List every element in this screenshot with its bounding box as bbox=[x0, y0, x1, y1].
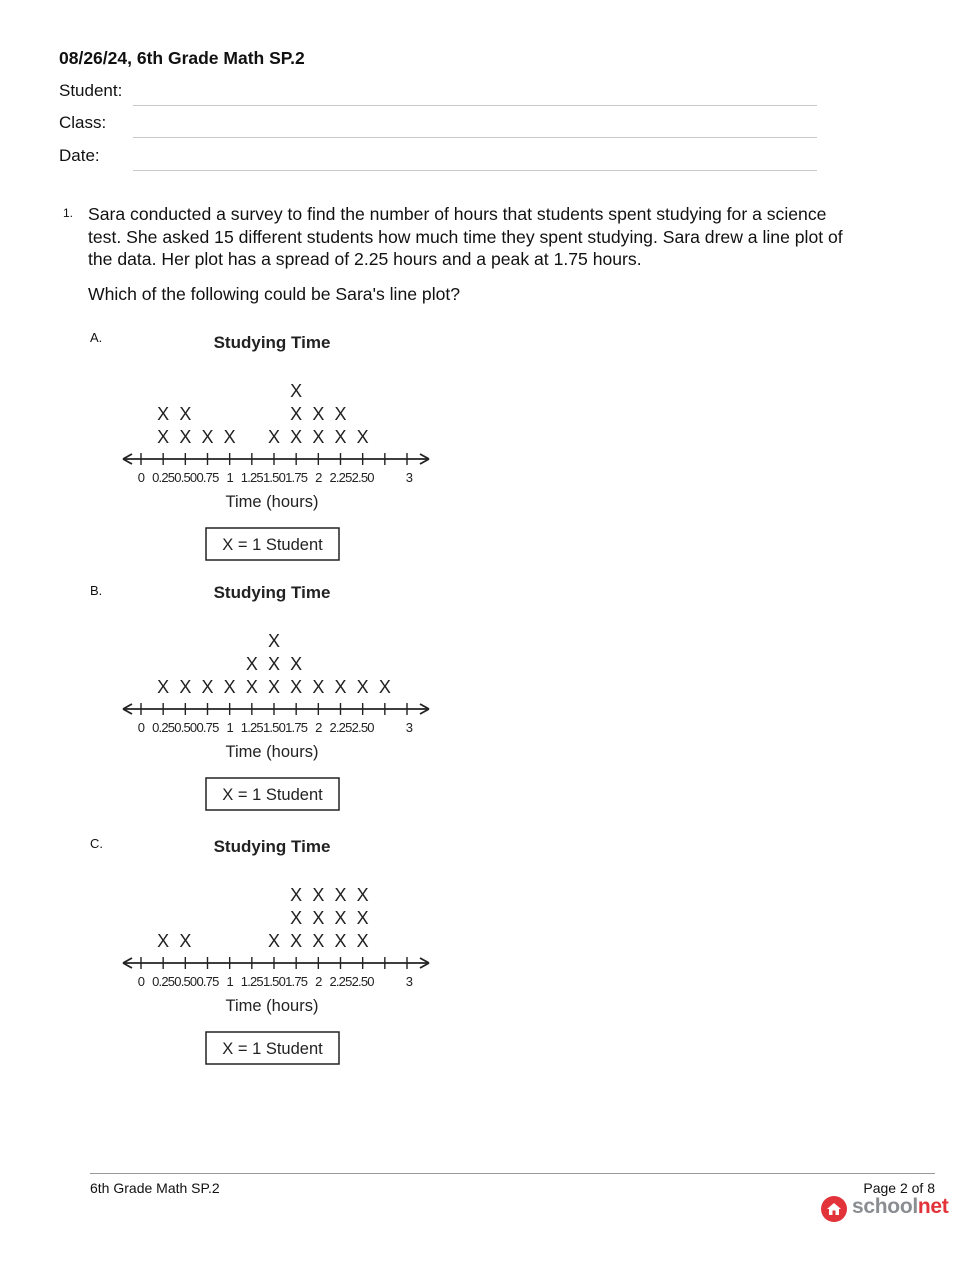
x-mark: X bbox=[290, 381, 303, 401]
tick-label: 0.25 bbox=[152, 470, 175, 485]
tick-label: 2 bbox=[315, 470, 322, 485]
tick-label: 0.50 bbox=[174, 974, 197, 989]
tick-label: 0.75 bbox=[196, 470, 219, 485]
tick-label: 0 bbox=[137, 720, 145, 735]
tick-label: 0.50 bbox=[174, 720, 197, 735]
tick-label: 2 bbox=[315, 720, 322, 735]
option-a-plot[interactable] bbox=[115, 325, 445, 565]
x-mark: X bbox=[312, 908, 325, 928]
x-mark: X bbox=[157, 677, 170, 697]
class-label: Class: bbox=[59, 113, 107, 132]
x-mark: X bbox=[245, 654, 258, 674]
x-mark: X bbox=[290, 404, 303, 424]
key-label: X = 1 Student bbox=[222, 536, 323, 554]
tick-label: 2 bbox=[315, 974, 322, 989]
tick-label: 2.25 bbox=[329, 720, 352, 735]
x-mark: X bbox=[334, 931, 347, 951]
x-mark: X bbox=[223, 427, 236, 447]
question-number: 1. bbox=[63, 206, 74, 220]
tick-label: 0 bbox=[137, 974, 145, 989]
x-mark: X bbox=[356, 908, 369, 928]
key-label: X = 1 Student bbox=[222, 1040, 323, 1058]
option-b-label[interactable]: B. bbox=[90, 583, 103, 598]
tick-label: 2.25 bbox=[329, 974, 352, 989]
x-mark: X bbox=[334, 885, 347, 905]
student-field[interactable] bbox=[133, 105, 817, 106]
x-mark: X bbox=[312, 677, 325, 697]
tick-label: 0.75 bbox=[196, 720, 219, 735]
x-mark: X bbox=[334, 427, 347, 447]
question-text: Sara conducted a survey to find the number of hours that students spent studying for a science test. She asked 15 different students how much time they spent studying. Sara drew a line plot of the data. Her plot has a spread of 2.25 hours and a peak at 1.75 hours. bbox=[88, 204, 843, 269]
x-mark: X bbox=[356, 931, 369, 951]
x-mark: X bbox=[378, 677, 391, 697]
tick-label: 0 bbox=[137, 470, 145, 485]
tick-label: 2.50 bbox=[351, 974, 374, 989]
tick-label: 3 bbox=[405, 974, 413, 989]
x-mark: X bbox=[157, 427, 170, 447]
x-mark: X bbox=[157, 404, 170, 424]
tick-label: 2.25 bbox=[329, 470, 352, 485]
page-title: 08/26/24, 6th Grade Math SP.2 bbox=[59, 48, 305, 68]
x-axis-label: Time (hours) bbox=[225, 997, 319, 1015]
x-mark: X bbox=[267, 427, 281, 447]
tick-label: 1.50 bbox=[262, 720, 286, 735]
x-mark: X bbox=[290, 654, 303, 674]
x-mark: X bbox=[267, 631, 281, 651]
x-mark: X bbox=[356, 427, 369, 447]
x-mark: X bbox=[290, 427, 303, 447]
tick-label: 1.75 bbox=[285, 974, 308, 989]
x-mark: X bbox=[267, 654, 281, 674]
date-label: Date: bbox=[59, 146, 100, 165]
x-mark: X bbox=[312, 404, 325, 424]
x-mark: X bbox=[201, 677, 214, 697]
tick-label: 1.25 bbox=[240, 974, 263, 989]
schoolnet-logo bbox=[820, 1195, 949, 1223]
x-mark: X bbox=[356, 677, 369, 697]
x-mark: X bbox=[179, 404, 192, 424]
question-prompt: Which of the following could be Sara's line plot? bbox=[88, 284, 461, 304]
option-c-plot[interactable] bbox=[115, 829, 445, 1069]
x-mark: X bbox=[290, 885, 303, 905]
x-mark: X bbox=[223, 677, 236, 697]
x-mark: X bbox=[334, 908, 347, 928]
footer-course: 6th Grade Math SP.2 bbox=[90, 1180, 220, 1196]
plot-title: Studying Time bbox=[213, 583, 331, 602]
tick-label: 0.75 bbox=[196, 974, 219, 989]
option-c-label[interactable]: C. bbox=[90, 836, 103, 851]
x-mark: X bbox=[312, 885, 325, 905]
option-a-label[interactable]: A. bbox=[90, 330, 103, 345]
x-mark: X bbox=[290, 677, 303, 697]
x-mark: X bbox=[179, 677, 192, 697]
x-mark: X bbox=[334, 404, 347, 424]
student-label: Student: bbox=[59, 81, 123, 100]
tick-label: 1.50 bbox=[262, 974, 286, 989]
x-mark: X bbox=[290, 931, 303, 951]
x-mark: X bbox=[356, 885, 369, 905]
tick-label: 1 bbox=[226, 720, 233, 735]
plot-title: Studying Time bbox=[213, 333, 331, 352]
tick-label: 3 bbox=[405, 720, 413, 735]
tick-label: 3 bbox=[405, 470, 413, 485]
date-field[interactable] bbox=[133, 170, 817, 171]
tick-label: 1 bbox=[226, 974, 233, 989]
tick-label: 1.25 bbox=[240, 470, 263, 485]
x-mark: X bbox=[179, 427, 192, 447]
class-field[interactable] bbox=[133, 137, 817, 138]
x-mark: X bbox=[245, 677, 258, 697]
tick-label: 0.25 bbox=[152, 974, 175, 989]
x-mark: X bbox=[334, 677, 347, 697]
x-mark: X bbox=[312, 931, 325, 951]
x-mark: X bbox=[267, 677, 281, 697]
tick-label: 1.75 bbox=[285, 470, 308, 485]
footer-page-number: Page 2 of 8 bbox=[863, 1180, 935, 1196]
schoolnet-wordmark: schoolnet bbox=[852, 1195, 949, 1218]
tick-label: 1 bbox=[226, 470, 233, 485]
option-b-plot[interactable] bbox=[115, 575, 445, 815]
x-mark: X bbox=[179, 931, 192, 951]
x-axis-label: Time (hours) bbox=[225, 743, 319, 761]
tick-label: 0.25 bbox=[152, 720, 175, 735]
x-mark: X bbox=[267, 931, 281, 951]
x-axis-label: Time (hours) bbox=[225, 493, 319, 511]
tick-label: 2.50 bbox=[351, 720, 374, 735]
tick-label: 0.50 bbox=[174, 470, 197, 485]
schoolnet-house-icon bbox=[820, 1195, 848, 1223]
tick-label: 1.25 bbox=[240, 720, 263, 735]
tick-label: 2.50 bbox=[351, 470, 374, 485]
x-mark: X bbox=[290, 908, 303, 928]
tick-label: 1.75 bbox=[285, 720, 308, 735]
key-label: X = 1 Student bbox=[222, 786, 323, 804]
x-mark: X bbox=[312, 427, 325, 447]
footer-divider bbox=[90, 1173, 935, 1174]
x-mark: X bbox=[157, 931, 170, 951]
plot-title: Studying Time bbox=[213, 837, 331, 856]
tick-label: 1.50 bbox=[262, 470, 286, 485]
x-mark: X bbox=[201, 427, 214, 447]
